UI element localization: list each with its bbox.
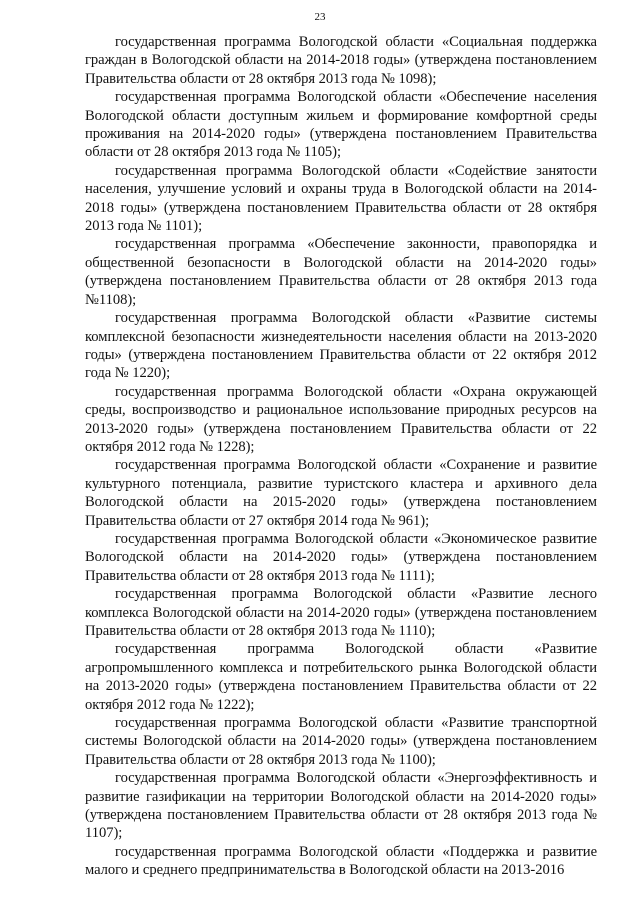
paragraph-5: государственная программа Вологодской области «Развитие системы комплексной безопасности жизнедеятельности населения области на 2013-2020 годы» (утверждена постановлением Правительства области от 22 октября 2012 года № 1220); bbox=[85, 310, 597, 382]
paragraph-9: государственная программа Вологодской области «Развитие лесного комплекса Вологодской области на 2014-2020 годы» (утверждена постановлением Правительства области от 28 октября 2013 года № 1110); bbox=[85, 586, 597, 639]
paragraph-4: государственная программа «Обеспечение законности, правопорядка и общественной безопасности в Вологодской области на 2014-2020 годы» (утверждена постановлением Правительства области от 28 октября 2013 года №1108); bbox=[85, 236, 597, 308]
paragraph-3: государственная программа Вологодской области «Содействие занятости населения, улучшение условий и охраны труда в Вологодской области на 2014-2018 годы» (утверждена постановлением Правительства области от 28 октября 2013 года № 1101); bbox=[85, 162, 597, 235]
page-number: 23 bbox=[314, 11, 326, 23]
paragraph-13: государственная программа Вологодской области «Поддержка и развитие малого и среднего предпринимательства в Вологодской области на 2013-2016 bbox=[85, 843, 597, 879]
page-body bbox=[85, 33, 597, 880]
paragraph-1: государственная программа Вологодской области «Социальная поддержка граждан в Вологодской области на 2014-2018 годы» (утверждена постановлением Правительства области от 28 октября 2013 года № 1098); bbox=[85, 34, 597, 87]
paragraph-7: государственная программа Вологодской области «Сохранение и развитие культурного потенциала, развитие туристского кластера и архивного дела Вологодской области на 2015-2020 годы» (утверждена постановлением Правительства области от 27 октября 2014 года № 961); bbox=[85, 457, 597, 529]
paragraph-2: государственная программа Вологодской области «Обеспечение населения Вологодской области доступным жильем и формирование комфортной среды проживания на 2014-2020 годы» (утверждена постановлением Правительства области от 28 октября 2013 года № 1105); bbox=[85, 89, 597, 161]
paragraph-12: государственная программа Вологодской области «Энергоэффективность и развитие газификации на территории Вологодской области на 2014-2020 годы» (утверждена постановлением Правительства области от 28 октября 2013 года № 1107); bbox=[85, 770, 597, 842]
paragraph-8: государственная программа Вологодской области «Экономическое развитие Вологодской области на 2014-2020 годы» (утверждена постановлением Правительства области от 28 октября 2013 года № 1111); bbox=[85, 530, 597, 584]
paragraph-6: государственная программа Вологодской области «Охрана окружающей среды, воспроизводство и рациональное использование природных ресурсов на 2013-2020 годы» (утверждена постановлением Правительства области от 22 октября 2012 года № 1228); bbox=[85, 383, 597, 455]
paragraph-11: государственная программа Вологодской области «Развитие транспортной системы Вологодской области на 2014-2020 годы» (утверждена постановлением Правительства области от 28 октября 2013 года № 1100); bbox=[85, 715, 597, 768]
paragraph-10: государственная программа Вологодской области «Развитие агропромышленного комплекса и потребительского рынка Вологодской области на 2013-2020 годы» (утверждена постановлением Правительства области от 22 октября 2012 года № 1222); bbox=[85, 641, 597, 713]
